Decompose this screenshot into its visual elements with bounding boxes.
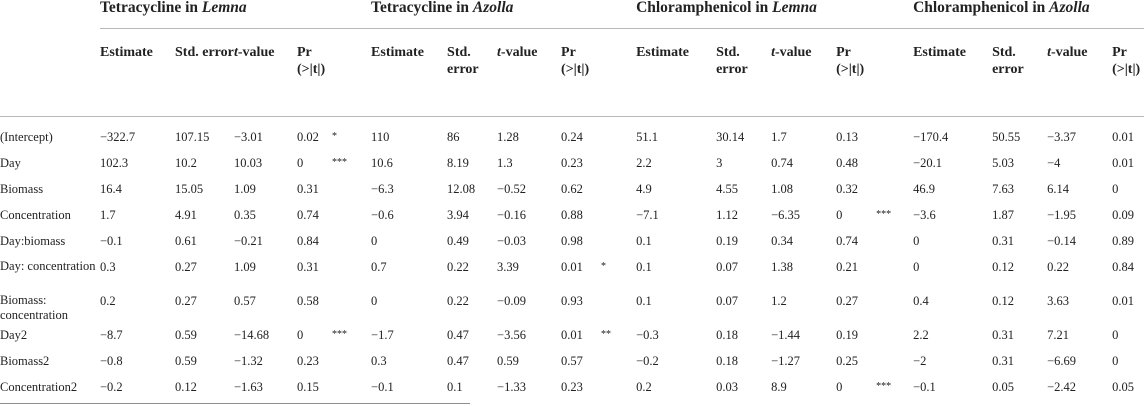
cell-estimate: −0.1: [100, 234, 123, 248]
corner-cell: [0, 0, 100, 29]
row-label: Biomass: concentration: [0, 293, 69, 322]
table-row: [0, 293, 1144, 327]
cell-pr: 0.98: [561, 234, 583, 248]
cell-t-value: 0.57: [234, 294, 256, 308]
cell-estimate: −1.7: [371, 328, 394, 342]
cell-t-value: 7.21: [1047, 328, 1069, 342]
cell-estimate: 0.1: [636, 260, 652, 274]
cell-significance: [332, 379, 371, 405]
row-label: (Intercept): [0, 130, 53, 144]
cell-pr: 0.88: [561, 208, 583, 222]
cell-t-value: 1.3: [497, 156, 513, 170]
cell-std-error: 0.19: [716, 234, 738, 248]
cell-pr: 0.01: [561, 260, 583, 274]
col-header-std-error: Std. error: [716, 45, 748, 77]
cell-estimate: −0.1: [371, 380, 394, 394]
cell-significance: [332, 207, 371, 233]
cell-estimate: 4.9: [636, 182, 652, 196]
cell-pr: 0.32: [836, 182, 858, 196]
table-row: [0, 181, 1144, 207]
cell-estimate: −20.1: [913, 156, 942, 170]
cell-std-error: 0.27: [175, 294, 197, 308]
cell-pr: 0.58: [297, 294, 319, 308]
cell-estimate: −8.7: [100, 328, 123, 342]
cell-significance: [876, 155, 913, 181]
cell-significance: ***: [876, 209, 892, 220]
col-header-sig: [332, 29, 371, 117]
cell-t-value: −0.21: [234, 234, 263, 248]
cell-significance: [601, 379, 636, 405]
cell-estimate: 0: [371, 294, 378, 308]
table-row: [0, 155, 1144, 181]
row-label: Concentration2: [0, 380, 78, 394]
cell-t-value: −14.68: [234, 328, 270, 342]
corner-cell: [0, 29, 100, 117]
col-header-t-rest: -value: [500, 45, 538, 60]
row-label: Biomass: [0, 182, 44, 196]
cell-significance: [332, 181, 371, 207]
table-row: [0, 207, 1144, 233]
cell-std-error: 0.61: [175, 234, 197, 248]
header-rule: [0, 117, 1144, 130]
cell-t-value: 0.35: [234, 208, 256, 222]
cell-std-error: 3: [716, 156, 723, 170]
cell-pr: 0.13: [836, 130, 858, 144]
cell-pr: 0.24: [561, 130, 583, 144]
cell-pr: 0.23: [561, 380, 583, 394]
row-label: Biomass2: [0, 354, 50, 368]
cell-estimate: 0.7: [371, 260, 387, 274]
cell-significance: [601, 207, 636, 233]
cell-significance: [876, 233, 913, 259]
cell-t-value: 0.22: [1047, 260, 1069, 274]
col-header-t-rest: -value: [774, 45, 812, 60]
col-header-sig: [876, 29, 913, 117]
cell-estimate: 0.3: [371, 354, 387, 368]
cell-significance: [876, 259, 913, 293]
cell-std-error: 0.07: [716, 294, 738, 308]
group-title: [636, 0, 913, 29]
row-label: Day: [0, 156, 21, 170]
cell-t-value: 6.14: [1047, 182, 1069, 196]
col-header-std-error: Std. error: [992, 45, 1024, 77]
cell-t-value: −3.37: [1047, 130, 1076, 144]
col-header-estimate: Estimate: [371, 45, 424, 60]
cell-t-value: −1.44: [771, 328, 800, 342]
cell-estimate: 16.4: [100, 182, 122, 196]
cell-t-value: 0.34: [771, 234, 793, 248]
cell-std-error: 3.94: [447, 208, 469, 222]
col-header-t-rest: -value: [1050, 45, 1088, 60]
cell-std-error: 15.05: [175, 182, 204, 196]
cell-estimate: −0.6: [371, 208, 394, 222]
cell-pr: 0.27: [836, 294, 858, 308]
cell-t-value: −0.09: [497, 294, 526, 308]
table-row: [0, 379, 1144, 405]
table-bottom-rule: [0, 403, 470, 404]
cell-estimate: −0.2: [636, 354, 659, 368]
cell-std-error: 50.55: [992, 130, 1021, 144]
row-label: Day: concentration: [0, 259, 96, 273]
table-row: [0, 129, 1144, 155]
cell-std-error: 0.18: [716, 354, 738, 368]
cell-estimate: 0.1: [636, 234, 652, 248]
cell-estimate: 0.2: [636, 380, 652, 394]
cell-pr: 0.93: [561, 294, 583, 308]
cell-pr: 0: [1112, 354, 1119, 368]
cell-t-value: −3.01: [234, 130, 263, 144]
cell-t-value: 1.7: [771, 130, 787, 144]
group-title-name: Chloramphenicol in: [913, 0, 1050, 16]
cell-t-value: 0.74: [771, 156, 793, 170]
group-title-organism: Azolla: [472, 0, 514, 16]
cell-t-value: −0.16: [497, 208, 526, 222]
cell-std-error: 0.47: [447, 328, 469, 342]
cell-pr: 0.48: [836, 156, 858, 170]
cell-significance: [332, 233, 371, 259]
cell-std-error: 0.22: [447, 294, 469, 308]
cell-estimate: 0.4: [913, 294, 929, 308]
cell-pr: 0.89: [1112, 234, 1134, 248]
cell-std-error: 0.27: [175, 260, 197, 274]
cell-estimate: −322.7: [100, 130, 136, 144]
cell-t-value: −1.63: [234, 380, 263, 394]
cell-pr: 0.01: [1112, 130, 1134, 144]
cell-std-error: 0.22: [447, 260, 469, 274]
cell-std-error: 0.12: [992, 260, 1014, 274]
cell-estimate: −0.8: [100, 354, 123, 368]
table-row: [0, 233, 1144, 259]
group-title-organism: Lemna: [201, 0, 247, 16]
cell-pr: 0.05: [1112, 380, 1134, 394]
cell-pr: 0: [297, 156, 304, 170]
cell-pr: 0.02: [297, 130, 319, 144]
cell-estimate: −2: [913, 354, 927, 368]
cell-std-error: 0.49: [447, 234, 469, 248]
col-header-pr: Pr (>|t|): [561, 45, 590, 77]
cell-estimate: −0.1: [913, 380, 936, 394]
cell-std-error: 8.19: [447, 156, 469, 170]
col-header-estimate: Estimate: [913, 45, 966, 60]
cell-t-value: 1.08: [771, 182, 793, 196]
cell-pr: 0.74: [297, 208, 319, 222]
cell-pr: 0: [836, 380, 843, 394]
cell-pr: 0.01: [1112, 156, 1134, 170]
cell-pr: 0.31: [297, 182, 319, 196]
col-header-sig: [601, 29, 636, 117]
cell-estimate: 102.3: [100, 156, 129, 170]
group-title: [371, 0, 636, 29]
col-header-t-value: [771, 29, 836, 117]
cell-pr: 0.25: [836, 354, 858, 368]
cell-std-error: 4.91: [175, 208, 197, 222]
col-header-t-rest: -value: [237, 45, 275, 60]
cell-pr: 0: [297, 328, 304, 342]
cell-std-error: 12.08: [447, 182, 476, 196]
cell-significance: [601, 353, 636, 379]
group-title-organism: Lemna: [772, 0, 817, 16]
cell-pr: 0.23: [561, 156, 583, 170]
cell-std-error: 4.55: [716, 182, 738, 196]
cell-std-error: 0.05: [992, 380, 1014, 394]
cell-std-error: 7.63: [992, 182, 1014, 196]
group-title-row: [0, 0, 1144, 29]
cell-pr: 0.01: [561, 328, 583, 342]
col-header-pr: Pr (>|t|): [297, 45, 326, 77]
cell-std-error: 0.18: [716, 328, 738, 342]
cell-significance: [876, 327, 913, 353]
cell-significance: *: [601, 261, 607, 272]
cell-estimate: −3.6: [913, 208, 936, 222]
cell-t-value: 1.28: [497, 130, 519, 144]
col-header-pr: Pr (>|t|): [836, 45, 865, 77]
cell-t-value: −1.95: [1047, 208, 1076, 222]
cell-pr: 0.62: [561, 182, 583, 196]
cell-std-error: 1.87: [992, 208, 1014, 222]
cell-significance: ***: [332, 329, 347, 340]
table-row: [0, 353, 1144, 379]
cell-estimate: −0.3: [636, 328, 659, 342]
table-row: [0, 259, 1144, 293]
cell-t-value: 1.09: [234, 182, 256, 196]
cell-estimate: 0.2: [100, 294, 116, 308]
group-title: [100, 0, 371, 29]
cell-estimate: 2.2: [913, 328, 929, 342]
group-title-organism: Azolla: [1049, 0, 1090, 16]
cell-t-value: −0.03: [497, 234, 526, 248]
cell-significance: [601, 181, 636, 207]
cell-significance: [876, 293, 913, 327]
cell-significance: [601, 293, 636, 327]
cell-estimate: 51.1: [636, 130, 658, 144]
cell-estimate: −6.3: [371, 182, 394, 196]
table-row: [0, 327, 1144, 353]
cell-t-value: −6.69: [1047, 354, 1076, 368]
cell-t-value: −3.56: [497, 328, 526, 342]
cell-pr: 0.01: [1112, 294, 1134, 308]
cell-estimate: 0.3: [100, 260, 116, 274]
header-rule-row: [0, 117, 1144, 130]
cell-pr: 0: [1112, 328, 1119, 342]
cell-estimate: 0: [371, 234, 378, 248]
cell-std-error: 30.14: [716, 130, 745, 144]
cell-significance: [876, 181, 913, 207]
cell-std-error: 0.07: [716, 260, 738, 274]
col-header-estimate: Estimate: [636, 45, 689, 60]
cell-t-value: −1.27: [771, 354, 800, 368]
cell-std-error: 0.12: [175, 380, 197, 394]
cell-t-value: 0.59: [497, 354, 519, 368]
cell-t-value: −0.52: [497, 182, 526, 196]
cell-estimate: −0.2: [100, 380, 123, 394]
col-header-t-italic: t: [771, 45, 775, 60]
cell-estimate: 110: [371, 130, 390, 144]
cell-estimate: 0: [913, 260, 920, 274]
group-title-name: Tetracycline in: [371, 0, 473, 16]
cell-pr: 0.23: [297, 354, 319, 368]
cell-t-value: −2.42: [1047, 380, 1076, 394]
group-title-name: Tetracycline in: [100, 0, 202, 16]
col-header-pr: Pr (>|t|): [1112, 45, 1141, 77]
cell-std-error: 0.31: [992, 328, 1014, 342]
cell-std-error: 0.47: [447, 354, 469, 368]
col-header-std-error: Std. error: [447, 45, 479, 77]
cell-pr: 0.21: [836, 260, 858, 274]
cell-std-error: 1.12: [716, 208, 738, 222]
cell-t-value: 8.9: [771, 380, 787, 394]
cell-std-error: 0.59: [175, 354, 197, 368]
cell-t-value: −1.33: [497, 380, 526, 394]
cell-estimate: −170.4: [913, 130, 949, 144]
group-title-name: Chloramphenicol in: [636, 0, 773, 16]
col-header-std-error: Std. error: [175, 45, 234, 60]
row-label: Concentration: [0, 208, 71, 222]
cell-estimate: 46.9: [913, 182, 935, 196]
cell-std-error: 5.03: [992, 156, 1014, 170]
cell-significance: [601, 233, 636, 259]
cell-pr: 0.84: [297, 234, 319, 248]
cell-estimate: 0.1: [636, 294, 652, 308]
row-label: Day2: [0, 328, 28, 342]
cell-std-error: 0.59: [175, 328, 197, 342]
col-header-estimate: Estimate: [100, 45, 153, 60]
col-header-t-value: [234, 29, 297, 117]
cell-significance: [332, 259, 371, 293]
cell-t-value: 3.63: [1047, 294, 1069, 308]
cell-estimate: 0: [913, 234, 920, 248]
cell-pr: 0.19: [836, 328, 858, 342]
cell-std-error: 0.31: [992, 234, 1014, 248]
cell-std-error: 86: [447, 130, 460, 144]
cell-pr: 0.09: [1112, 208, 1134, 222]
cell-std-error: 10.2: [175, 156, 197, 170]
cell-std-error: 0.1: [447, 380, 463, 394]
cell-t-value: 1.2: [771, 294, 787, 308]
cell-pr: 0: [836, 208, 843, 222]
cell-t-value: −4: [1047, 156, 1061, 170]
cell-pr: 0.74: [836, 234, 858, 248]
cell-std-error: 0.12: [992, 294, 1014, 308]
cell-pr: 0.84: [1112, 260, 1134, 274]
cell-std-error: 0.03: [716, 380, 738, 394]
group-title: [913, 0, 1144, 29]
cell-pr: 0.31: [297, 260, 319, 274]
cell-t-value: 1.09: [234, 260, 256, 274]
cell-significance: *: [332, 131, 337, 142]
cell-pr: 0.57: [561, 354, 583, 368]
cell-significance: **: [601, 329, 612, 340]
col-header-t-value: [1047, 29, 1112, 117]
col-header-t-italic: t: [1047, 45, 1051, 60]
cell-pr: 0.15: [297, 380, 319, 394]
cell-estimate: 1.7: [100, 208, 116, 222]
col-header-t-italic: t: [234, 45, 238, 60]
cell-std-error: 107.15: [175, 130, 210, 144]
cell-significance: ***: [332, 157, 347, 168]
cell-t-value: 10.03: [234, 156, 263, 170]
cell-significance: [332, 293, 371, 327]
cell-significance: [876, 353, 913, 379]
cell-t-value: −6.35: [771, 208, 800, 222]
cell-significance: [876, 129, 913, 155]
cell-t-value: 1.38: [771, 260, 793, 274]
cell-t-value: 3.39: [497, 260, 519, 274]
cell-pr: 0: [1112, 182, 1119, 196]
cell-significance: ***: [876, 381, 892, 392]
cell-t-value: −0.14: [1047, 234, 1076, 248]
cell-estimate: −7.1: [636, 208, 659, 222]
cell-t-value: −1.32: [234, 354, 263, 368]
col-header-t-italic: t: [497, 45, 501, 60]
cell-estimate: 2.2: [636, 156, 652, 170]
cell-estimate: 10.6: [371, 156, 393, 170]
col-header-t-value: [497, 29, 561, 117]
column-header-row: [0, 29, 1144, 117]
cell-significance: [601, 155, 636, 181]
cell-std-error: 0.31: [992, 354, 1014, 368]
cell-significance: [332, 353, 371, 379]
cell-significance: [601, 129, 636, 155]
row-label: Day:biomass: [0, 234, 66, 248]
